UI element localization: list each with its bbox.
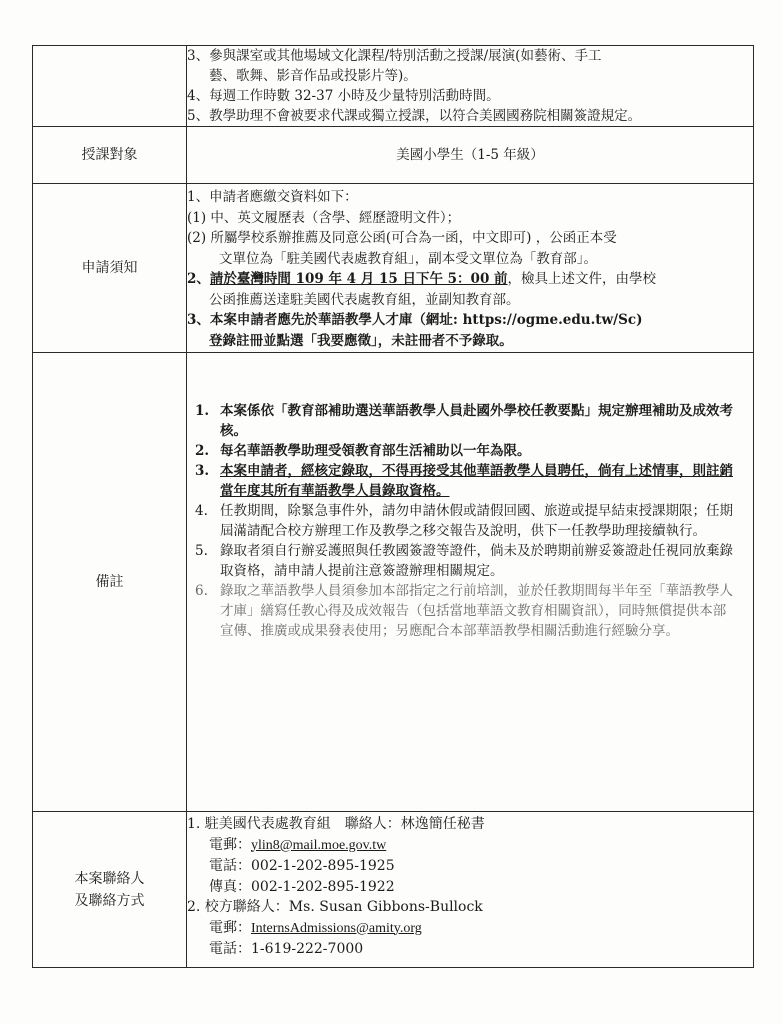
contact-1-heading: 1. 駐美國代表處教育組 聯絡人：林逸簡任秘書 — [187, 816, 485, 832]
remark-text: 本案係依「教育部補助選送華語教學人員赴國外學校任教要點」規定辦理補助及成效考核。 — [220, 403, 733, 439]
contact-2-email-link[interactable]: InternsAdmissions@amity.org — [251, 920, 422, 936]
remark-item-3 — [195, 461, 735, 501]
app-sub-1: (1) 中、英文履歷表（含學、經歷證明文件）； — [187, 209, 461, 226]
remark-text: 每名華語教學助理受領教育部生活補助以一年為限。 — [220, 443, 531, 459]
remark-num: 2. — [195, 443, 210, 459]
remark-item-4 — [195, 501, 735, 541]
contact-1-phone: 電話：002-1-202-895-1925 — [209, 858, 395, 874]
remark-num: 4. — [195, 503, 208, 519]
contact-2-phone: 電話：1-619-222-7000 — [209, 941, 364, 957]
audience-value: 美國小學生（1-5 年級） — [187, 127, 754, 184]
remark-text: 任教期間，除緊急事件外，請勿申請休假或請假回國、旅遊或提早結束授課期限；任期屆滿請配合校方辦理工作及教學之移交報告及說明，供下一任教學助理接續執行。 — [220, 503, 733, 539]
info-table — [32, 45, 754, 968]
duty-item-3-cont: 藝、歌舞、影音作品或投影片等)。 — [209, 68, 417, 84]
contact-1-email-line — [187, 835, 753, 857]
remark-num: 6. — [195, 583, 208, 599]
duty-item-3: 3、參與課室或其他場域文化課程/特別活動之授課/展演(如藝術、手工 — [187, 48, 602, 64]
app-item-2-prefix: 2、 — [187, 271, 210, 287]
remark-text: 本案申請者，經核定錄取，不得再接受其他華語教學人員聘任，倘有上述情事，則註銷當年度其所有華語教學人員錄取資格。 — [220, 463, 733, 499]
app-item-3-cont: 登錄註冊並點選「我要應徵」，未註冊者不予錄取。 — [209, 332, 513, 349]
remark-num: 1. — [195, 403, 210, 419]
remark-item-6 — [195, 581, 735, 641]
remark-num: 3. — [195, 463, 210, 479]
remarks-cell — [187, 353, 754, 812]
remark-text: 錄取之華語教學人員須參加本部指定之行前培訓，並於任教期間每半年至「華語教學人才庫」繕寫任教心得及成效報告（包括當地華語文教育相關資訊），同時無償提供本部宣傳、推廣或成果發表使用；另應配合本部華語教學相關活動進行經驗分享。 — [220, 583, 733, 639]
contact-1-fax: 傳真：002-1-202-895-1922 — [209, 878, 395, 895]
app-sub-2-cont: 文單位為「駐美國代表處教育組」，副本受文單位為「教育部」。 — [219, 250, 597, 267]
contact-1-email-label: 電郵： — [209, 836, 251, 853]
application-row — [33, 184, 754, 353]
duties-cell — [187, 46, 754, 127]
remark-item-5 — [195, 541, 735, 581]
remark-item-1 — [195, 401, 735, 441]
application-label: 申請須知 — [33, 184, 187, 353]
remarks-label: 備註 — [33, 353, 187, 812]
contacts-cell — [187, 812, 754, 968]
contact-2-heading: 2. 校方聯絡人：Ms. Susan Gibbons-Bullock — [187, 899, 483, 915]
remark-text: 錄取者須自行辦妥護照與任教國簽證等證件，倘未及於聘期前辦妥簽證赴任視同放棄錄取資格，請申請人提前注意簽證辦理相關規定。 — [220, 543, 733, 579]
app-item-2-rest: ，檢具上述文件，由學校 — [507, 271, 657, 287]
contact-2-email-label: 電郵： — [209, 919, 251, 936]
remarks-row — [33, 353, 754, 812]
contact-1-email-link[interactable]: ylin8@mail.moe.gov.tw — [251, 837, 387, 853]
app-item-1: 1、申請者應繳交資料如下： — [187, 189, 358, 205]
app-item-3: 3、本案申請者應先於華語教學人才庫（網址: https://ogme.edu.tw/Sc) — [187, 312, 643, 328]
contacts-label — [33, 812, 187, 968]
duties-label-cell — [33, 46, 187, 127]
contact-2-email-line — [187, 918, 753, 940]
duty-item-5: 5、教學助理不會被要求代課或獨立授課，以符合美國國務院相關簽證規定。 — [187, 108, 642, 124]
contacts-label-line1: 本案聯絡人 — [74, 870, 145, 887]
audience-row — [33, 127, 754, 184]
contacts-label-line2: 及聯絡方式 — [74, 892, 145, 909]
application-cell — [187, 184, 754, 353]
app-deadline: 請於臺灣時間 109 年 4 月 15 日下午 5：00 前 — [209, 271, 508, 287]
audience-label: 授課對象 — [33, 127, 187, 184]
remark-item-2 — [195, 441, 735, 461]
app-sub-2: (2) 所屬學校系辦推薦及同意公函(可合為一函，中文即可) ，公函正本受 — [187, 230, 617, 246]
remark-num: 5. — [195, 543, 208, 559]
contacts-row — [33, 812, 754, 968]
app-item-2 — [187, 269, 753, 290]
duties-row — [33, 46, 754, 127]
app-item-2-cont: 公函推薦送達駐美國代表處教育組，並副知教育部。 — [209, 291, 520, 308]
duty-item-4: 4、每週工作時數 32-37 小時及少量特別活動時間。 — [187, 88, 500, 104]
